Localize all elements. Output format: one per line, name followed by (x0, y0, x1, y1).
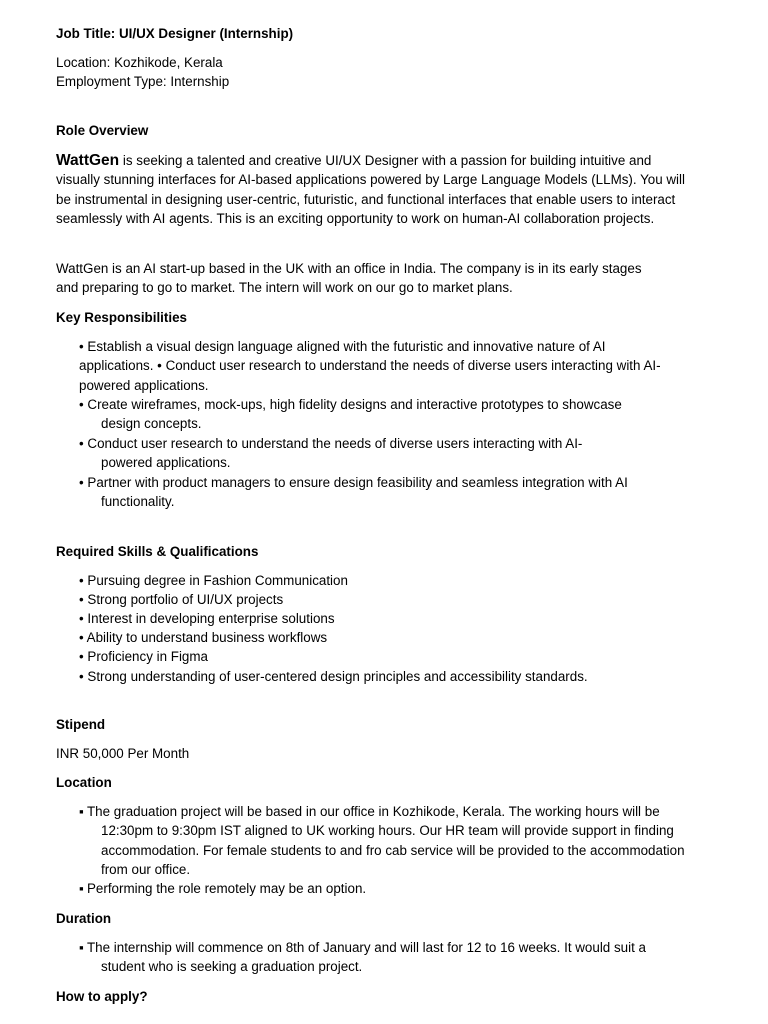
how-to-apply-heading: How to apply? (56, 989, 148, 1004)
role-overview-heading: Role Overview (56, 123, 149, 138)
location-line: Location: Kozhikode, Kerala (56, 55, 223, 70)
skill-item: • Ability to understand business workflows (79, 630, 328, 645)
responsibility-item-3: • Conduct user research to understand the needs of diverse users interacting with AI-powered applications. (79, 436, 583, 471)
square-bullet-icon: ▪ (79, 881, 84, 896)
skill-item: • Strong understanding of user-centered design principles and accessibility standards. (79, 669, 588, 684)
skill-item: • Interest in developing enterprise solutions (79, 611, 335, 626)
employment-type-line: Employment Type: Internship (56, 74, 230, 89)
square-bullet-icon: ▪ (79, 940, 84, 955)
stipend-heading: Stipend (56, 717, 106, 732)
duration-item-1: ▪ The internship will commence on 8th of January and will last for 12 to 16 weeks. It would suit a student who is seeking a graduation project. (79, 940, 646, 975)
role-overview-paragraph-1 (56, 151, 696, 228)
key-responsibilities-heading: Key Responsibilities (56, 310, 187, 325)
skill-item: • Pursuing degree in Fashion Communication (79, 573, 348, 588)
company-name: WattGen (56, 152, 120, 169)
location-heading: Location (56, 775, 112, 790)
job-title: Job Title: UI/UX Designer (Internship) (56, 26, 294, 41)
responsibility-item-1: • Establish a visual design language aligned with the futuristic and innovative nature of AI applications. • Conduct user research to understand the needs of diverse users interacting with AI-powered applications. (79, 339, 661, 393)
duration-heading: Duration (56, 911, 112, 926)
square-bullet-icon: ▪ (79, 804, 84, 819)
skill-item: • Proficiency in Figma (79, 649, 208, 664)
role-overview-paragraph-1-text: is seeking a talented and creative UI/UX Designer with a passion for building intuitive and visually stunning interfaces for AI-based applications powered by Large Language Models (LLMs). You will be instrumental in designing user-centric, futuristic, and functional interfaces that enable users to interact seamlessly with AI agents. This is an exciting opportunity to work on human-AI collaboration projects. (56, 153, 685, 226)
location-item-2: ▪ Performing the role remotely may be an option. (79, 879, 741, 898)
skill-item: • Strong portfolio of UI/UX projects (79, 592, 284, 607)
location-item-1: ▪ The graduation project will be based in our office in Kozhikode, Kerala. The working hours will be 12:30pm to 9:30pm IST aligned to UK working hours. Our HR team will provide support in finding accommodation. For female students to and fro cab service will be provided to the accommodation from our office. (79, 804, 685, 877)
role-overview-paragraph-2: WattGen is an AI start-up based in the UK with an office in India. The company is in its early stages and preparing to go to market. The intern will work on our go to market plans. (56, 261, 642, 296)
stipend-value: INR 50,000 Per Month (56, 746, 190, 761)
responsibility-item-4: • Partner with product managers to ensure design feasibility and seamless integration with AI functionality. (79, 475, 628, 510)
skills-heading: Required Skills & Qualifications (56, 544, 259, 559)
responsibility-item-2: • Create wireframes, mock-ups, high fidelity designs and interactive prototypes to showcase design concepts. (79, 397, 622, 432)
